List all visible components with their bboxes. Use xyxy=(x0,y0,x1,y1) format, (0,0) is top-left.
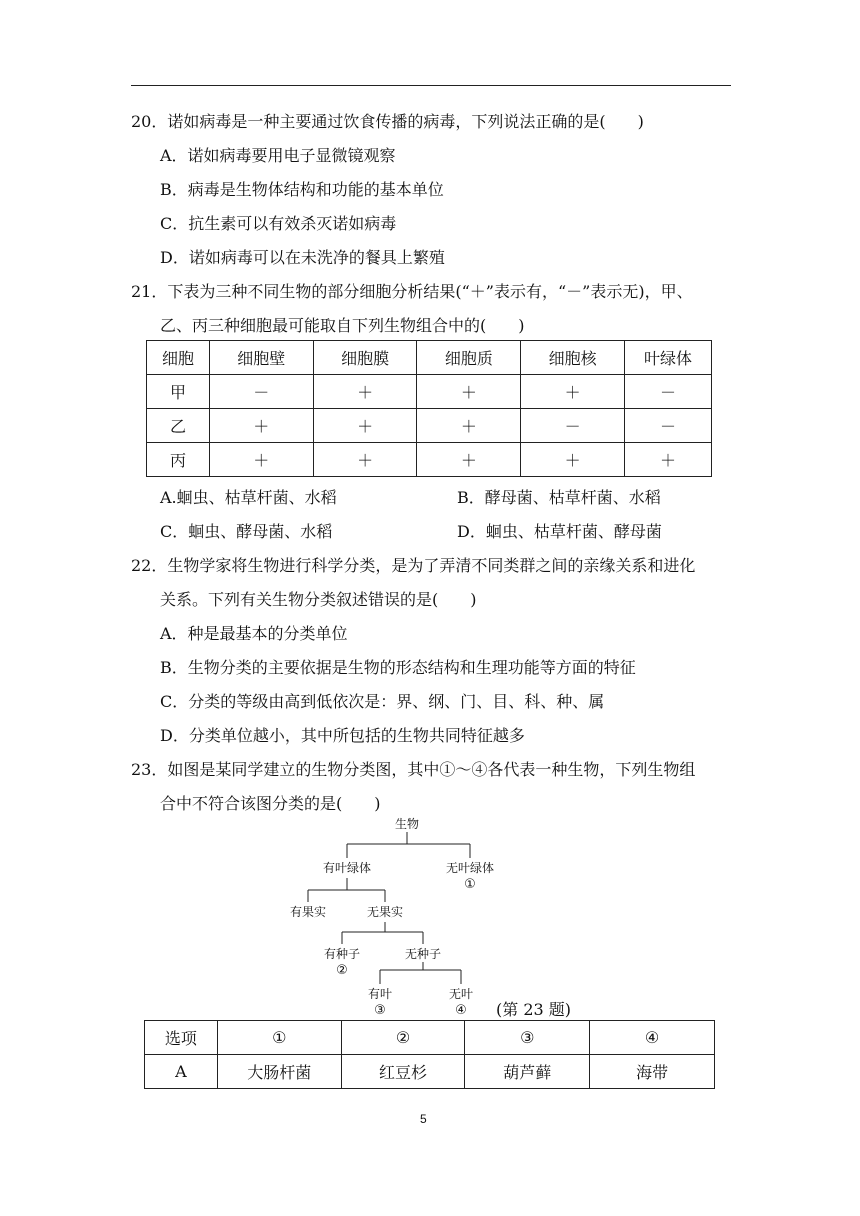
tree-node-root: 生物 xyxy=(394,817,420,831)
q22-option-c: C．分类的等级由高到低依次是：界、纲、门、目、科、种、属 xyxy=(160,692,605,711)
tree-node-has-fruit: 有果实 xyxy=(289,905,327,919)
q23-figure-caption: (第 23 题) xyxy=(496,1000,572,1019)
table-cell: 红豆杉 xyxy=(341,1055,465,1089)
table-cell: ＋ xyxy=(417,443,521,477)
q21-stem-line2: 乙、丙三种细胞最可能取自下列生物组合中的( ) xyxy=(160,316,525,335)
table-cell: ＋ xyxy=(209,409,313,443)
table-header-cell: ② xyxy=(341,1021,465,1055)
q21-cell-table xyxy=(146,340,712,477)
table-row xyxy=(147,409,712,443)
table-cell: ＋ xyxy=(313,409,417,443)
table-row xyxy=(147,443,712,477)
q21-stem-line1: 21．下表为三种不同生物的部分细胞分析结果(“＋”表示有，“－”表示无)，甲、 xyxy=(131,282,693,301)
table-cell: A xyxy=(145,1055,218,1089)
tree-marker-1: ① xyxy=(464,877,476,892)
q23-options-table xyxy=(144,1020,715,1089)
table-cell: ＋ xyxy=(209,443,313,477)
table-header-cell: ① xyxy=(217,1021,341,1055)
table-cell: ＋ xyxy=(313,375,417,409)
table-cell: 乙 xyxy=(147,409,210,443)
table-cell: 丙 xyxy=(147,443,210,477)
table-header-cell: 细胞核 xyxy=(521,341,625,375)
q22-stem-line1: 22．生物学家将生物进行科学分类，是为了弄清不同类群之间的亲缘关系和进化 xyxy=(131,556,696,575)
table-cell: － xyxy=(625,375,712,409)
q21-option-b: B．酵母菌、枯草杆菌、水稻 xyxy=(457,488,661,507)
table-cell: 甲 xyxy=(147,375,210,409)
q23-stem-line1: 23．如图是某同学建立的生物分类图，其中①～④各代表一种生物，下列生物组 xyxy=(131,760,696,779)
tree-node-no-leaf: 无叶 xyxy=(448,987,474,1001)
table-cell: ＋ xyxy=(521,375,625,409)
q21-option-d: D．蛔虫、枯草杆菌、酵母菌 xyxy=(457,522,662,541)
table-cell: － xyxy=(625,409,712,443)
q22-option-b: B．生物分类的主要依据是生物的形态结构和生理功能等方面的特征 xyxy=(160,658,636,677)
table-cell: ＋ xyxy=(521,443,625,477)
tree-node-has-leaf: 有叶 xyxy=(367,987,393,1001)
q20-option-d: D．诺如病毒可以在未洗净的餐具上繁殖 xyxy=(160,248,445,267)
page-number: 5 xyxy=(420,1112,427,1126)
classification-tree-diagram xyxy=(280,812,600,1024)
table-cell: ＋ xyxy=(625,443,712,477)
table-header-cell: 叶绿体 xyxy=(625,341,712,375)
table-cell: ＋ xyxy=(417,409,521,443)
table-row xyxy=(147,375,712,409)
table-header-cell: 细胞质 xyxy=(417,341,521,375)
q22-stem-line2: 关系。下列有关生物分类叙述错误的是( ) xyxy=(160,590,477,609)
tree-node-has-chloroplast: 有叶绿体 xyxy=(322,861,372,875)
q22-option-d: D．分类单位越小，其中所包括的生物共同特征越多 xyxy=(160,726,525,745)
q23-stem-line2: 合中不符合该图分类的是( ) xyxy=(160,794,381,813)
q20-option-b: B．病毒是生物体结构和功能的基本单位 xyxy=(160,180,444,199)
table-cell: － xyxy=(521,409,625,443)
table-row xyxy=(145,1055,715,1089)
tree-node-no-seed: 无种子 xyxy=(404,947,442,961)
table-cell: 海带 xyxy=(590,1055,715,1089)
q20-option-c: C．抗生素可以有效杀灭诺如病毒 xyxy=(160,214,397,233)
q22-option-a: A．种是最基本的分类单位 xyxy=(160,624,348,643)
q21-table-header-row xyxy=(147,341,712,375)
table-cell: － xyxy=(209,375,313,409)
tree-node-has-seed: 有种子 xyxy=(323,947,361,961)
q21-option-c: C．蛔虫、酵母菌、水稻 xyxy=(160,522,333,541)
table-cell: 葫芦藓 xyxy=(465,1055,590,1089)
tree-node-no-chloroplast: 无叶绿体 xyxy=(445,861,495,875)
tree-marker-2: ② xyxy=(336,963,348,978)
table-cell: ＋ xyxy=(417,375,521,409)
table-header-cell: 细胞 xyxy=(147,341,210,375)
top-rule xyxy=(131,85,731,86)
q21-option-a: A.蛔虫、枯草杆菌、水稻 xyxy=(160,488,337,507)
table-header-cell: 细胞膜 xyxy=(313,341,417,375)
table-cell: 大肠杆菌 xyxy=(217,1055,341,1089)
q20-stem: 20．诺如病毒是一种主要通过饮食传播的病毒，下列说法正确的是( ) xyxy=(131,112,644,131)
table-header-cell: ③ xyxy=(465,1021,590,1055)
tree-marker-3: ③ xyxy=(374,1003,386,1018)
table-cell: ＋ xyxy=(313,443,417,477)
table-header-cell: 选项 xyxy=(145,1021,218,1055)
tree-node-no-fruit: 无果实 xyxy=(366,905,404,919)
q20-option-a: A．诺如病毒要用电子显微镜观察 xyxy=(160,146,396,165)
q23-table-header-row xyxy=(145,1021,715,1055)
table-header-cell: ④ xyxy=(590,1021,715,1055)
table-header-cell: 细胞壁 xyxy=(209,341,313,375)
tree-marker-4: ④ xyxy=(455,1003,467,1018)
